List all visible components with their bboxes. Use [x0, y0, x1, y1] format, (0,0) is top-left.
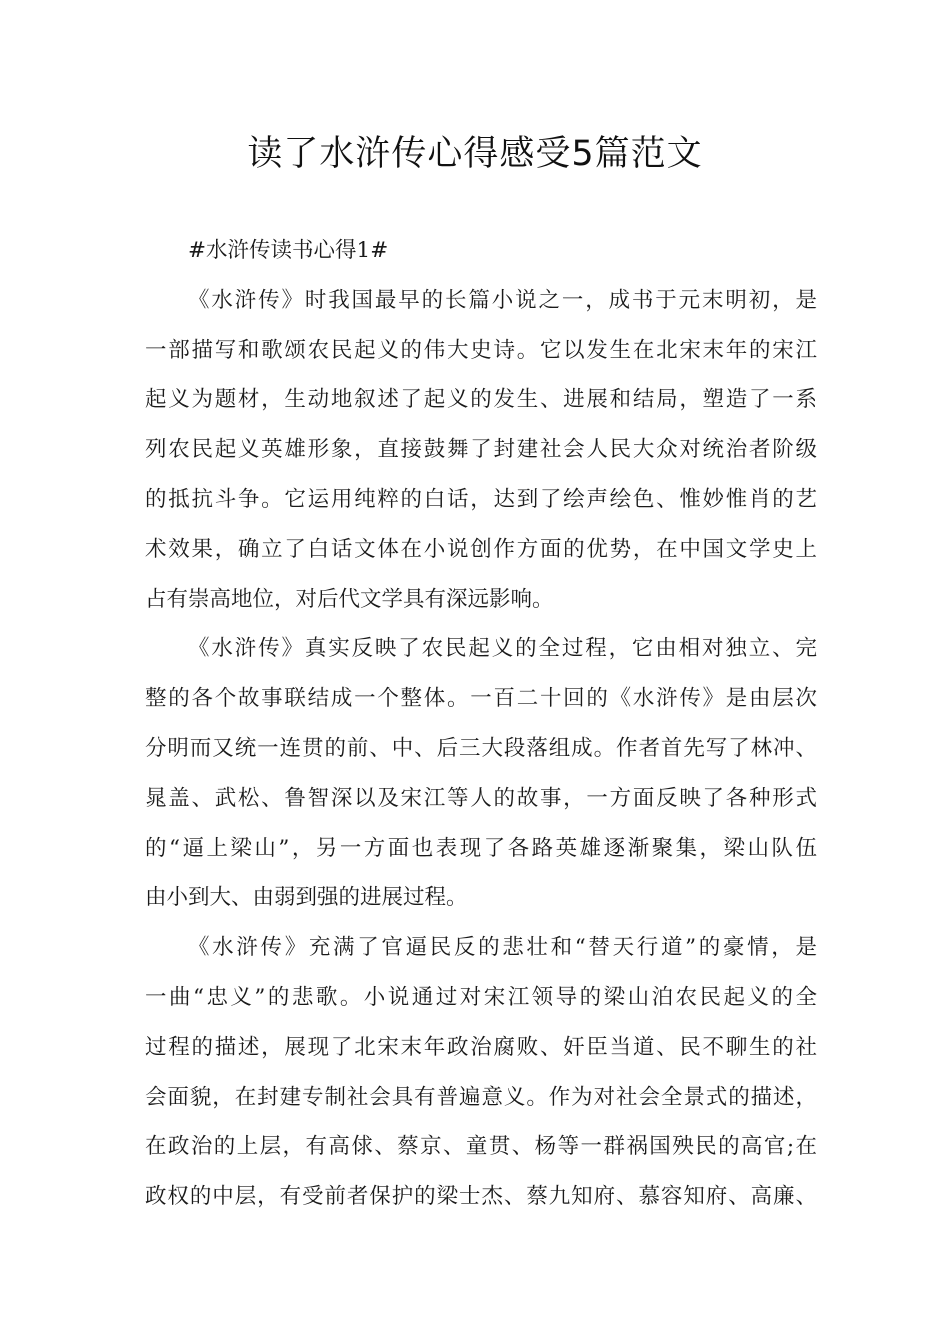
text-line: 《水浒传》充满了官逼民反的悲壮和“替天行道”的豪情，是	[188, 935, 817, 961]
document-title: 读了水浒传心得感受5篇范文	[247, 134, 703, 174]
text-line: 一曲“忠义”的悲歌。小说通过对宋江领导的梁山泊农民起义的全	[145, 984, 817, 1010]
text-line: 《水浒传》时我国最早的长篇小说之一，成书于元末明初，是	[188, 287, 817, 313]
section-heading: #水浒传读书心得1#	[188, 238, 389, 263]
text-line: 过程的描述，展现了北宋末年政治腐败、奸臣当道、民不聊生的社	[145, 1034, 817, 1060]
text-line: 政权的中层，有受前者保护的梁士杰、蔡九知府、慕容知府、高廉、	[145, 1184, 817, 1210]
text-line: 的抵抗斗争。它运用纯粹的白话，达到了绘声绘色、惟妙惟肖的艺	[145, 486, 817, 512]
text-line: 整的各个故事联结成一个整体。一百二十回的《水浒传》是由层次	[145, 686, 817, 712]
text-line: 的“逼上梁山”，另一方面也表现了各路英雄逐渐聚集，梁山队伍	[145, 835, 817, 861]
text-line: 晁盖、武松、鲁智深以及宋江等人的故事，一方面反映了各种形式	[145, 785, 817, 811]
document-body	[145, 226, 817, 1222]
text-line: 术效果，确立了白话文体在小说创作方面的优势，在中国文学史上	[145, 536, 817, 562]
text-line: 一部描写和歌颂农民起义的伟大史诗。它以发生在北宋末年的宋江	[145, 337, 817, 363]
text-line: 在政治的上层，有高俅、蔡京、童贯、杨等一群祸国殃民的高官;在	[145, 1134, 817, 1160]
text-line: 起义为题材，生动地叙述了起义的发生、进展和结局，塑造了一系	[145, 387, 817, 413]
text-line: 由小到大、由弱到强的进展过程。	[145, 885, 468, 911]
paragraph-1	[145, 276, 817, 625]
text-line: 分明而又统一连贯的前、中、后三大段落组成。作者首先写了林冲、	[145, 735, 817, 761]
text-line: 会面貌，在封建专制社会具有普遍意义。作为对社会全景式的描述，	[145, 1084, 817, 1110]
text-line: 列农民起义英雄形象，直接鼓舞了封建社会人民大众对统治者阶级	[145, 437, 817, 463]
paragraph-2	[145, 624, 817, 923]
text-line: 占有崇高地位，对后代文学具有深远影响。	[145, 586, 554, 612]
text-line: 《水浒传》真实反映了农民起义的全过程，它由相对独立、完	[188, 636, 817, 662]
paragraph-3	[145, 923, 817, 1222]
